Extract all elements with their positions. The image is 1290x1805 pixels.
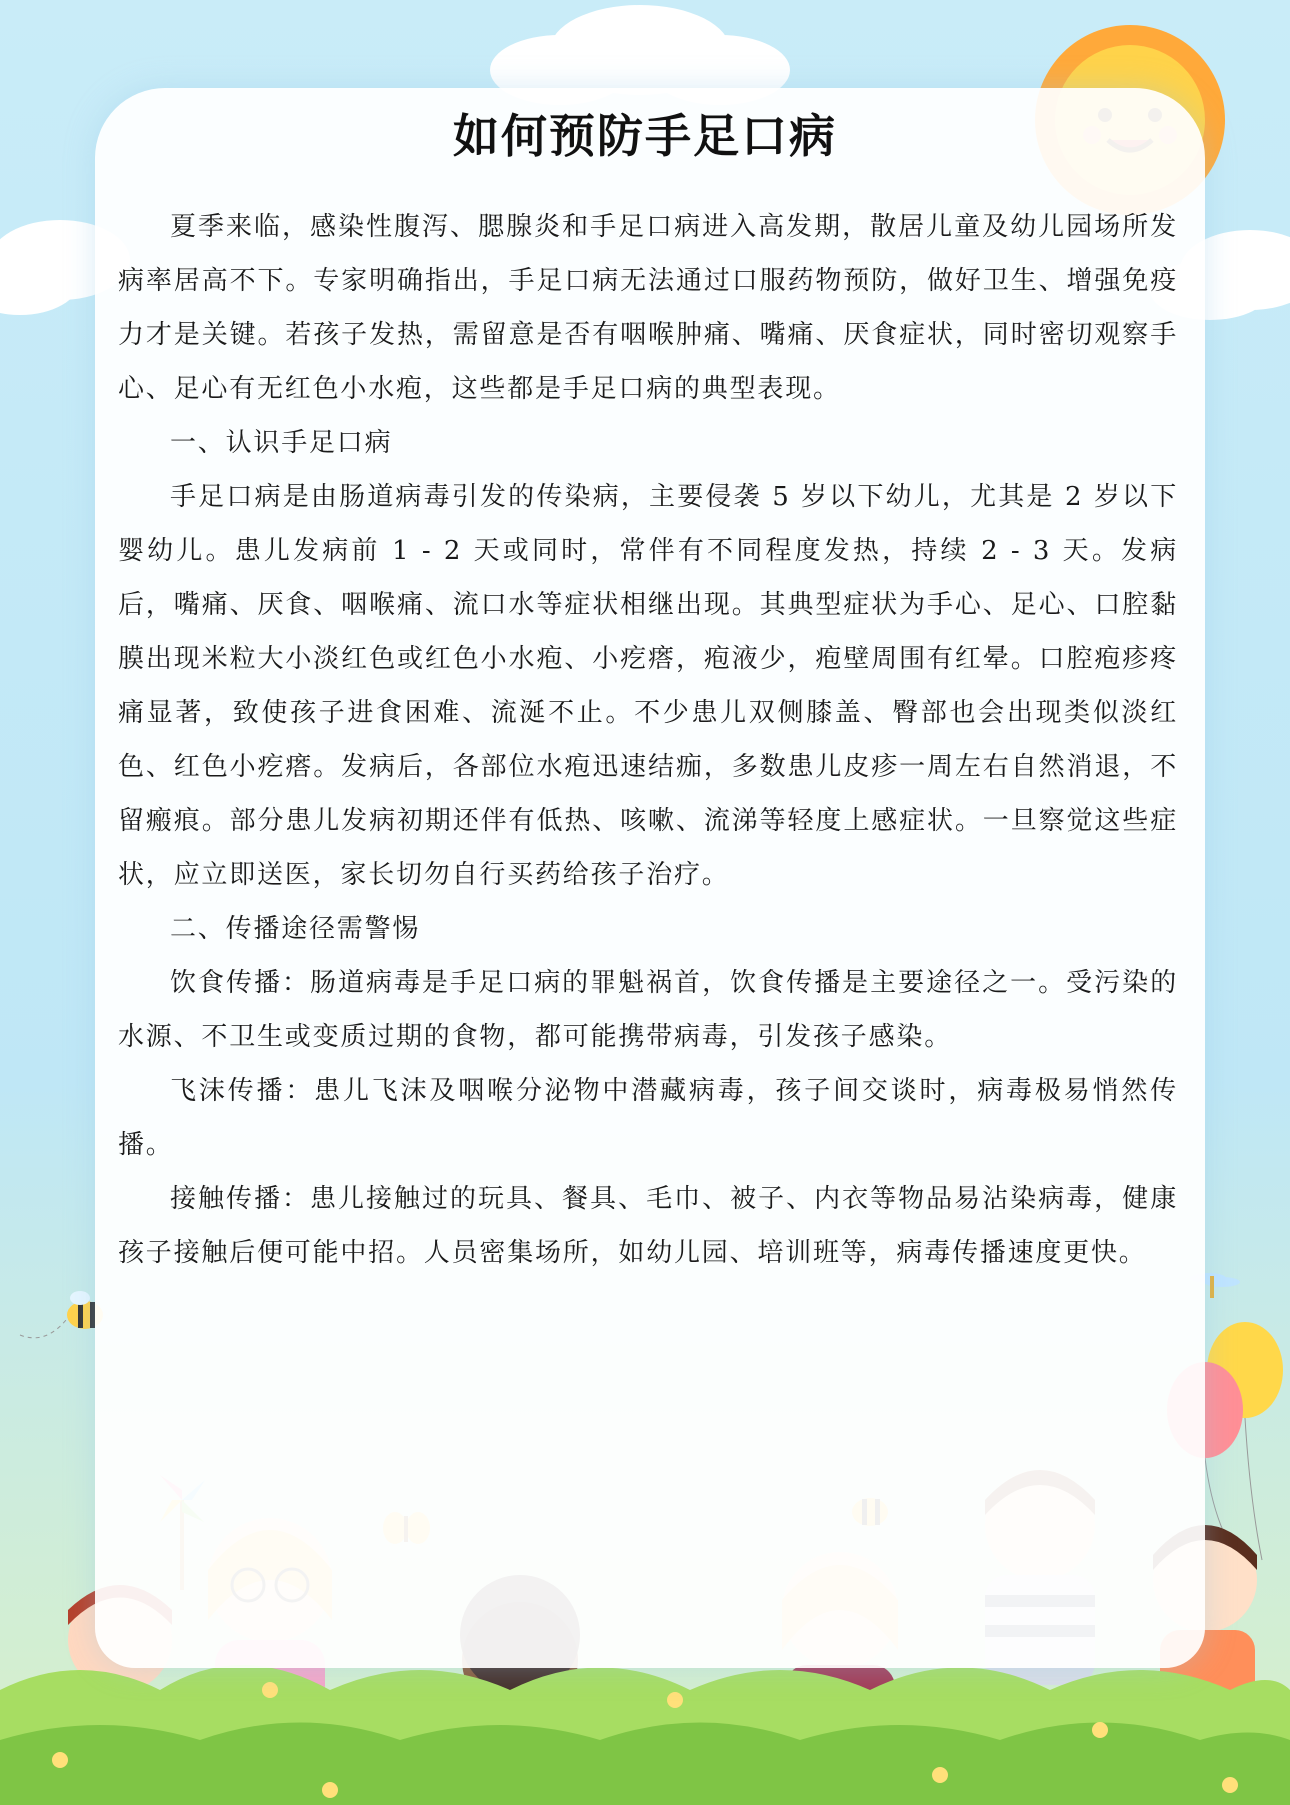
section-heading-recognize: 一、认识手足口病 [170,428,393,458]
document-body [118,200,1178,1280]
section-paragraph-recognize: 手足口病是由肠道病毒引发的传染病，主要侵袭 5 岁以下幼儿，尤其是 2 岁以下婴幼儿。患儿发病前 1 - 2 天或同时，常伴有不同程度发热，持续 2 - 3 天。发病后，嘴痛、厌食、咽喉痛、流口水等症状相继出现。其典型症状为手心、足心、口腔黏膜出现米粒大小淡红色或红色小水疱、小疙瘩，疱液少，疱壁周围有红晕。口腔疱疹疼痛显著，致使孩子进食困难、流涎不止。不少患儿双侧膝盖、臀部也会出现类似淡红色、红色小疙瘩。发病后，各部位水疱迅速结痂，多数患儿皮疹一周左右自然消退，不留瘢痕。部分患儿发病初期还伴有低热、咳嗽、流涕等轻度上感症状。一旦察觉这些症状，应立即送医，家长切勿自行买药给孩子治疗。 [118,482,1178,890]
intro-paragraph: 夏季来临，感染性腹泻、腮腺炎和手足口病进入高发期，散居儿童及幼儿园场所发病率居高不下。专家明确指出，手足口病无法通过口服药物预防，做好卫生、增强免疫力才是关键。若孩子发热，需留意是否有咽喉肿痛、嘴痛、厌食症状，同时密切观察手心、足心有无红色小水疱，这些都是手足口病的典型表现。 [118,212,1178,404]
paragraph-food-transmission: 饮食传播：肠道病毒是手足口病的罪魁祸首，饮食传播是主要途径之一。受污染的水源、不卫生或变质过期的食物，都可能携带病毒，引发孩子感染。 [118,968,1178,1052]
document-title: 如何预防手足口病 [453,109,837,163]
bee-icon-left [20,1291,103,1338]
paragraph-droplet-transmission: 飞沫传播：患儿飞沫及咽喉分泌物中潜藏病毒，孩子间交谈时，病毒极易悄然传播。 [118,1076,1178,1160]
paragraph-contact-transmission: 接触传播：患儿接触过的玩具、餐具、毛巾、被子、内衣等物品易沾染病毒，健康孩子接触后便可能中招。人员密集场所，如幼儿园、培训班等，病毒传播速度更快。 [118,1184,1178,1268]
grass-ground [0,1665,1290,1805]
section-heading-transmission: 二、传播途径需警惕 [170,914,421,944]
